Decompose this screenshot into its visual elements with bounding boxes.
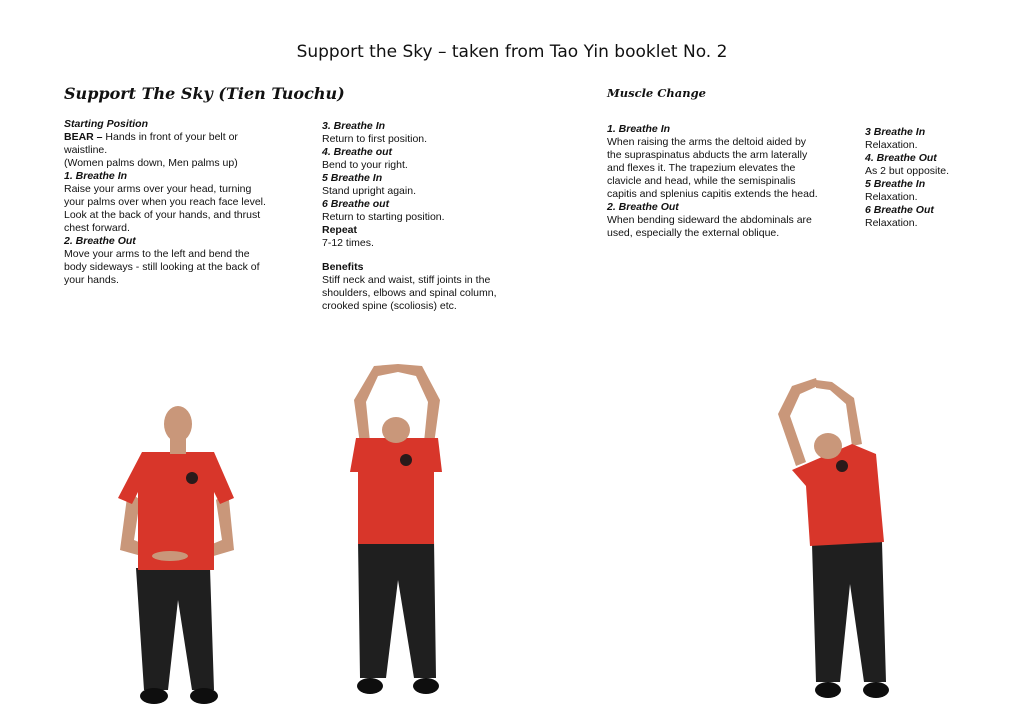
- figure-side-bend: [772, 374, 902, 710]
- step-2-text: your hands.: [64, 274, 119, 286]
- repeat-text: 7-12 times.: [322, 237, 374, 249]
- muscle-step-1-text: When raising the arms the deltoid aided by: [607, 136, 807, 148]
- muscle-step-6-label: 6 Breathe Out: [865, 204, 934, 216]
- muscle-step-4-text: As 2 but opposite.: [865, 165, 950, 177]
- step-4-label: 4. Breathe out: [322, 146, 393, 158]
- step-3-label: 3. Breathe In: [322, 120, 386, 132]
- bear-line: [64, 131, 266, 144]
- palms-note: (Women palms down, Men palms up): [64, 157, 238, 169]
- step-2-text: body sideways - still looking at the back of: [64, 261, 260, 273]
- repeat-label: Repeat: [322, 224, 358, 236]
- step-4-text: Bend to your right.: [322, 159, 408, 171]
- muscle-step-1-label: 1. Breathe In: [607, 123, 671, 135]
- muscle-step-1-text: capitis and splenius capitis extends the head.: [607, 188, 818, 200]
- step-1-label: 1. Breathe In: [64, 170, 128, 182]
- step-1-text: your palms over when you reach face level.: [64, 196, 266, 208]
- step-5-text: Stand upright again.: [322, 185, 416, 197]
- instructions-column-1: [64, 118, 266, 287]
- muscle-step-2-text: When bending sideward the abdominals are: [607, 214, 812, 226]
- step-3-text: Return to first position.: [322, 133, 428, 145]
- muscle-step-4-label: 4. Breathe Out: [865, 152, 937, 164]
- main-heading: Support The Sky (Tien Tuochu): [64, 84, 345, 103]
- bear-label: BEAR –: [64, 131, 103, 143]
- step-6-label: 6 Breathe out: [322, 198, 390, 210]
- step-2-text: Move your arms to the left and bend the: [64, 248, 250, 260]
- step-5-label: 5 Breathe In: [322, 172, 383, 184]
- step-6-text: Return to starting position.: [322, 211, 445, 223]
- muscle-step-1-text: the supraspinatus abducts the arm laterally: [607, 149, 808, 161]
- benefits-label: Benefits: [322, 261, 364, 273]
- benefits-text: crooked spine (scoliosis) etc.: [322, 300, 457, 312]
- bear-text: Hands in front of your belt or: [102, 131, 238, 143]
- benefits-text: Stiff neck and waist, stiff joints in the: [322, 274, 491, 286]
- starting-position-label: Starting Position: [64, 118, 148, 130]
- muscle-step-2-text: used, especially the external oblique.: [607, 227, 780, 239]
- muscle-step-3-label: 3 Breathe In: [865, 126, 926, 138]
- bear-text-cont: waistline.: [64, 144, 108, 156]
- step-1-text: chest forward.: [64, 222, 130, 234]
- muscle-column-1: [607, 123, 818, 240]
- muscle-step-3-text: Relaxation.: [865, 139, 918, 151]
- instructions-column-2: [322, 120, 497, 313]
- muscle-step-5-label: 5 Breathe In: [865, 178, 926, 190]
- figure-arms-overhead: [340, 360, 460, 710]
- muscle-step-5-text: Relaxation.: [865, 191, 918, 203]
- muscle-step-2-label: 2. Breathe Out: [607, 201, 679, 213]
- figure-starting-position: [110, 400, 250, 718]
- muscle-change-heading: Muscle Change: [607, 86, 706, 100]
- step-2-label: 2. Breathe Out: [64, 235, 136, 247]
- step-1-text: Look at the back of your hands, and thrust: [64, 209, 261, 221]
- page-title: Support the Sky – taken from Tao Yin booklet No. 2: [296, 42, 728, 62]
- muscle-step-1-text: clavicle and head, while the semispinalis: [607, 175, 796, 187]
- muscle-step-6-text: Relaxation.: [865, 217, 918, 229]
- muscle-step-1-text: and flexes it. The trapezium elevates the: [607, 162, 796, 174]
- benefits-text: shoulders, elbows and spinal column,: [322, 287, 497, 299]
- step-1-text: Raise your arms over your head, turning: [64, 183, 252, 195]
- muscle-column-2: [865, 126, 949, 230]
